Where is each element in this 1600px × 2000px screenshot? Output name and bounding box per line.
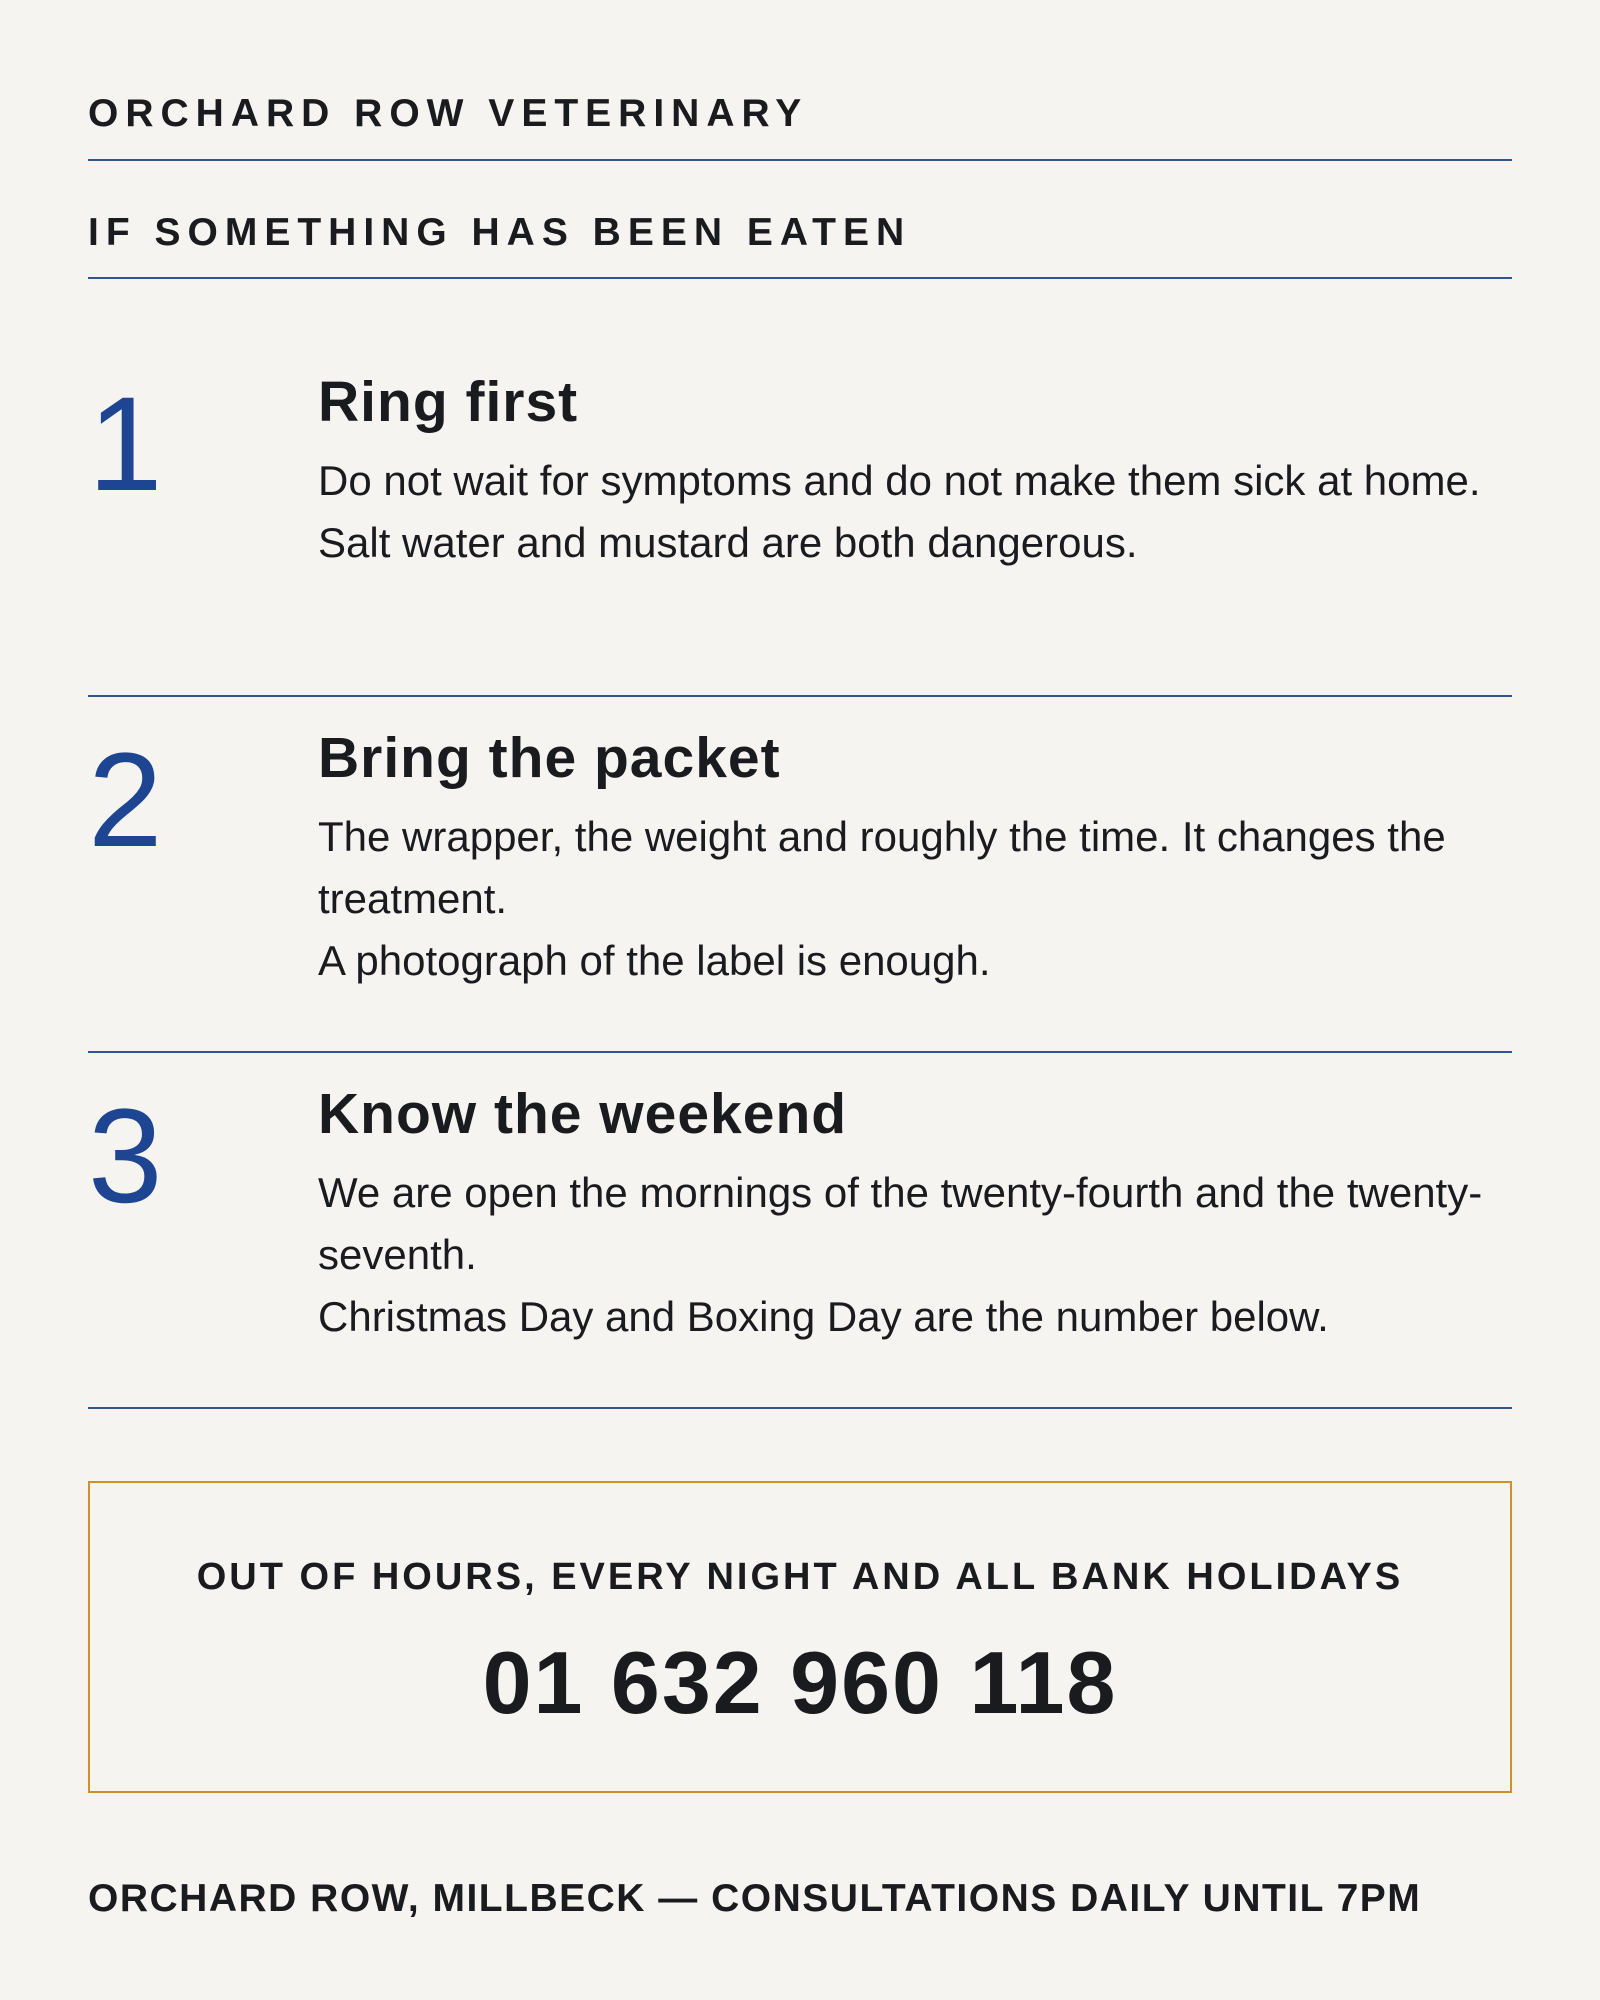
step-line: Salt water and mustard are both dangerous. [318,519,1138,566]
out-of-hours-callout [88,1481,1512,1793]
divider [88,1407,1512,1409]
step-title: Bring the packet [318,726,781,790]
divider [88,277,1512,279]
step-1 [88,370,1512,670]
step-line: We are open the mornings of the twenty-fourth and the twenty-seventh. [318,1169,1483,1278]
step-number: 1 [88,370,163,519]
step-title: Know the weekend [318,1082,848,1146]
divider [88,159,1512,161]
step-line: A photograph of the label is enough. [318,937,991,984]
step-number: 3 [88,1082,163,1231]
phone-number[interactable]: 01 632 960 118 [482,1633,1118,1732]
step-body [318,450,1508,574]
step-title: Ring first [318,370,579,434]
step-3 [88,1082,1512,1382]
step-line: The wrapper, the weight and roughly the time. It changes the treatment. [318,813,1446,922]
step-body [318,1162,1508,1348]
step-number: 2 [88,726,163,875]
step-body [318,806,1508,992]
footer-address: ORCHARD ROW, MILLBECK — CONSULTATIONS DAILY UNTIL 7PM [88,1877,1422,1920]
step-line: Do not wait for symptoms and do not make them sick at home. [318,457,1481,504]
step-2 [88,726,1512,1026]
callout-label: OUT OF HOURS, EVERY NIGHT AND ALL BANK HOLIDAYS [196,1556,1404,1598]
divider [88,1051,1512,1053]
divider [88,695,1512,697]
section-heading: IF SOMETHING HAS BEEN EATEN [88,211,912,254]
practice-name: ORCHARD ROW VETERINARY [88,92,809,135]
step-line: Christmas Day and Boxing Day are the number below. [318,1293,1329,1340]
